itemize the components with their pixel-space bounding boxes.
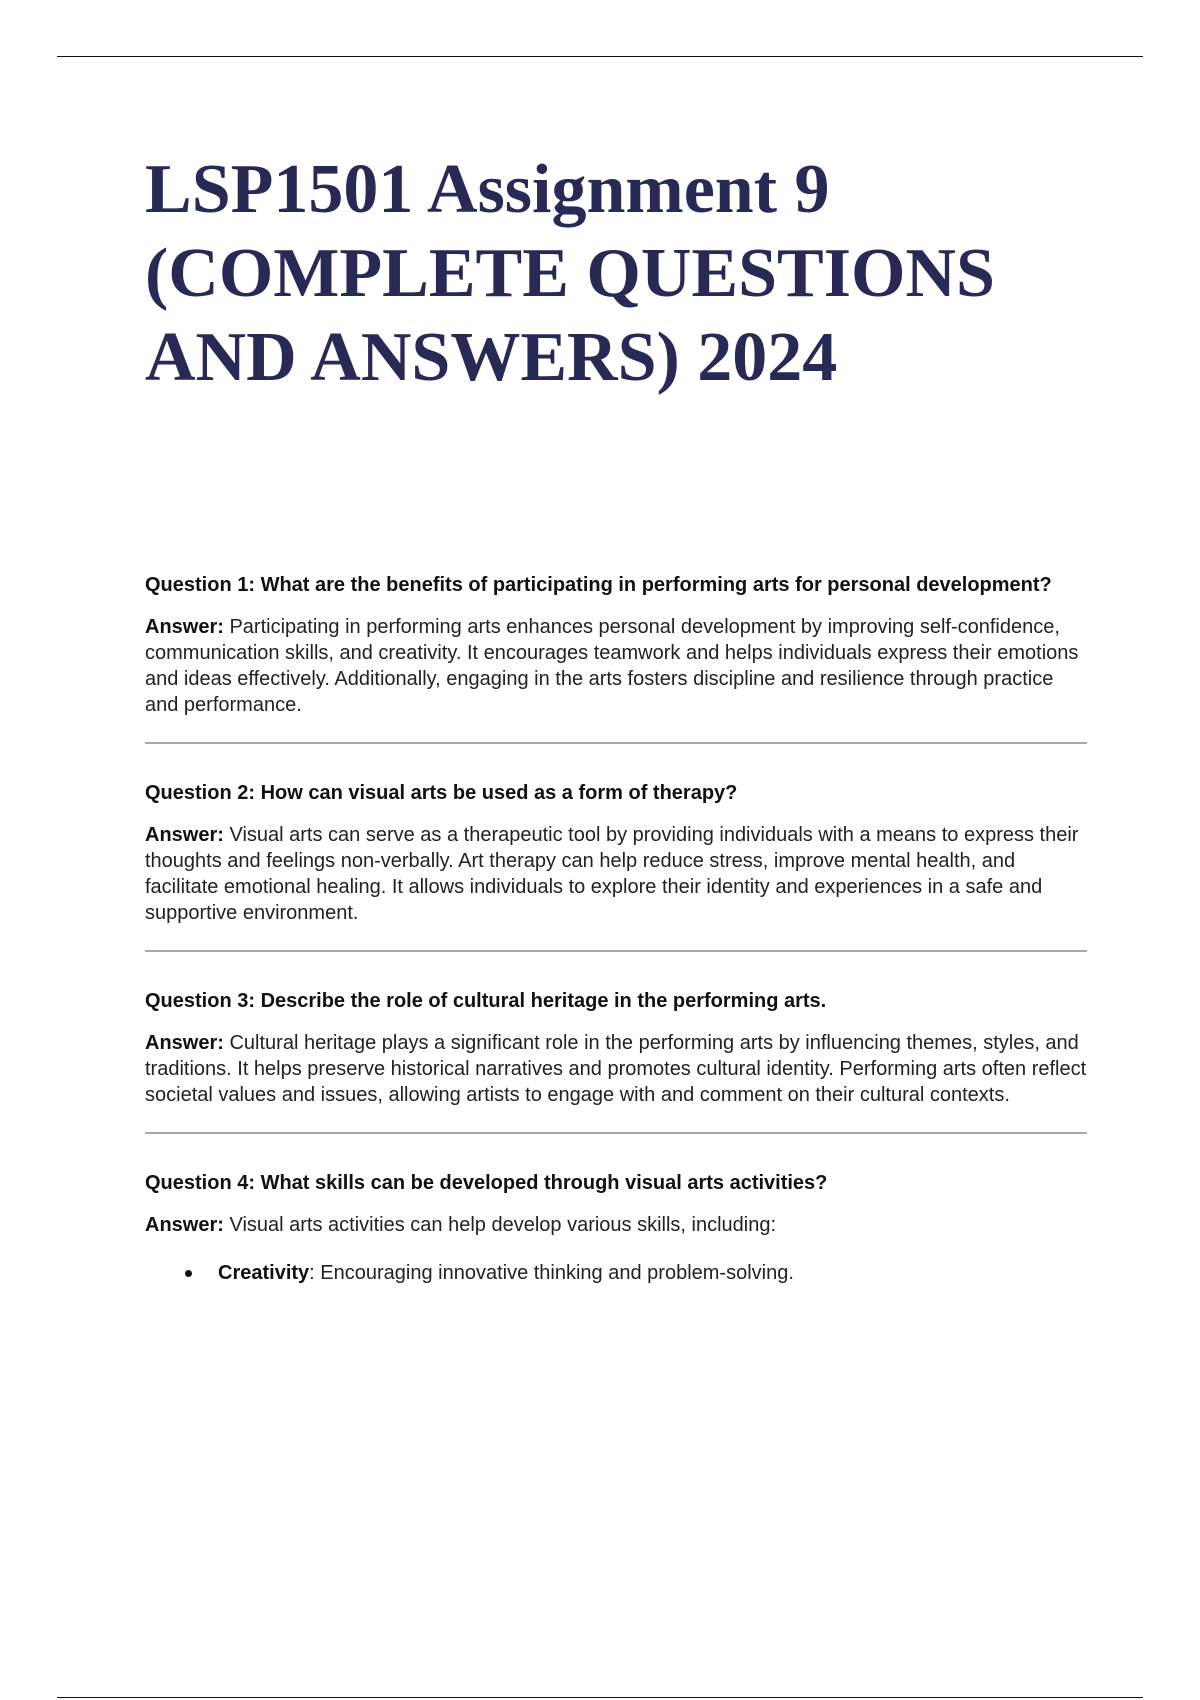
question-3: Question 3: Describe the role of cultural heritage in the performing arts. [145, 990, 827, 1012]
document-title: LSP1501 Assignment 9 (COMPLETE QUESTIONS AND ANSWERS) 2024 [145, 151, 995, 396]
question-1: Question 1: What are the benefits of participating in performing arts for personal development? [145, 574, 1052, 596]
answer-2-text: Visual arts can serve as a therapeutic tool by providing individuals with a means to express their thoughts and feelings non-verbally. Art therapy can help reduce stress, improve mental health, and facilitate emotional healing. It allows individuals to explore their identity and experiences in a safe and supportive environment. [145, 824, 1079, 924]
qa-content [145, 572, 1087, 1286]
answer-4-text: Visual arts activities can help develop various skills, including: [229, 1214, 777, 1236]
bottom-rule [57, 1697, 1143, 1698]
answer-label: Answer: [145, 1214, 224, 1236]
top-rule [57, 56, 1143, 57]
qa-block-2 [145, 780, 1087, 926]
bullet-icon [185, 1270, 192, 1277]
answer-label: Answer: [145, 616, 224, 638]
skill-name: Creativity [218, 1262, 310, 1284]
answer-label: Answer: [145, 1032, 224, 1054]
divider [145, 1132, 1087, 1134]
qa-block-4 [145, 1170, 1087, 1286]
qa-block-1 [145, 572, 1087, 718]
answer-3-text: Cultural heritage plays a significant role in the performing arts by influencing themes, styles, and traditions. It helps preserve historical narratives and promotes cultural identity. Performing arts often reflect societal values and issues, allowing artists to engage with and comment on their cultural contexts. [145, 1032, 1087, 1106]
list-item [145, 1260, 1087, 1286]
answer-1-text: Participating in performing arts enhances personal development by improving self-confidence, communication skills, and creativity. It encourages teamwork and helps individuals express their emotions and ideas effectively. Additionally, engaging in the arts fosters discipline and resilience through practice and performance. [145, 616, 1079, 716]
divider [145, 950, 1087, 952]
qa-block-3 [145, 988, 1087, 1108]
divider [145, 742, 1087, 744]
question-2: Question 2: How can visual arts be used as a form of therapy? [145, 782, 738, 804]
skills-list [145, 1260, 1087, 1286]
answer-2 [145, 822, 1087, 926]
answer-label: Answer: [145, 824, 224, 846]
answer-4 [145, 1212, 1087, 1238]
answer-1 [145, 614, 1087, 718]
question-4: Question 4: What skills can be developed through visual arts activities? [145, 1172, 828, 1194]
answer-3 [145, 1030, 1087, 1108]
skill-description: : Encouraging innovative thinking and problem-solving. [309, 1262, 794, 1284]
